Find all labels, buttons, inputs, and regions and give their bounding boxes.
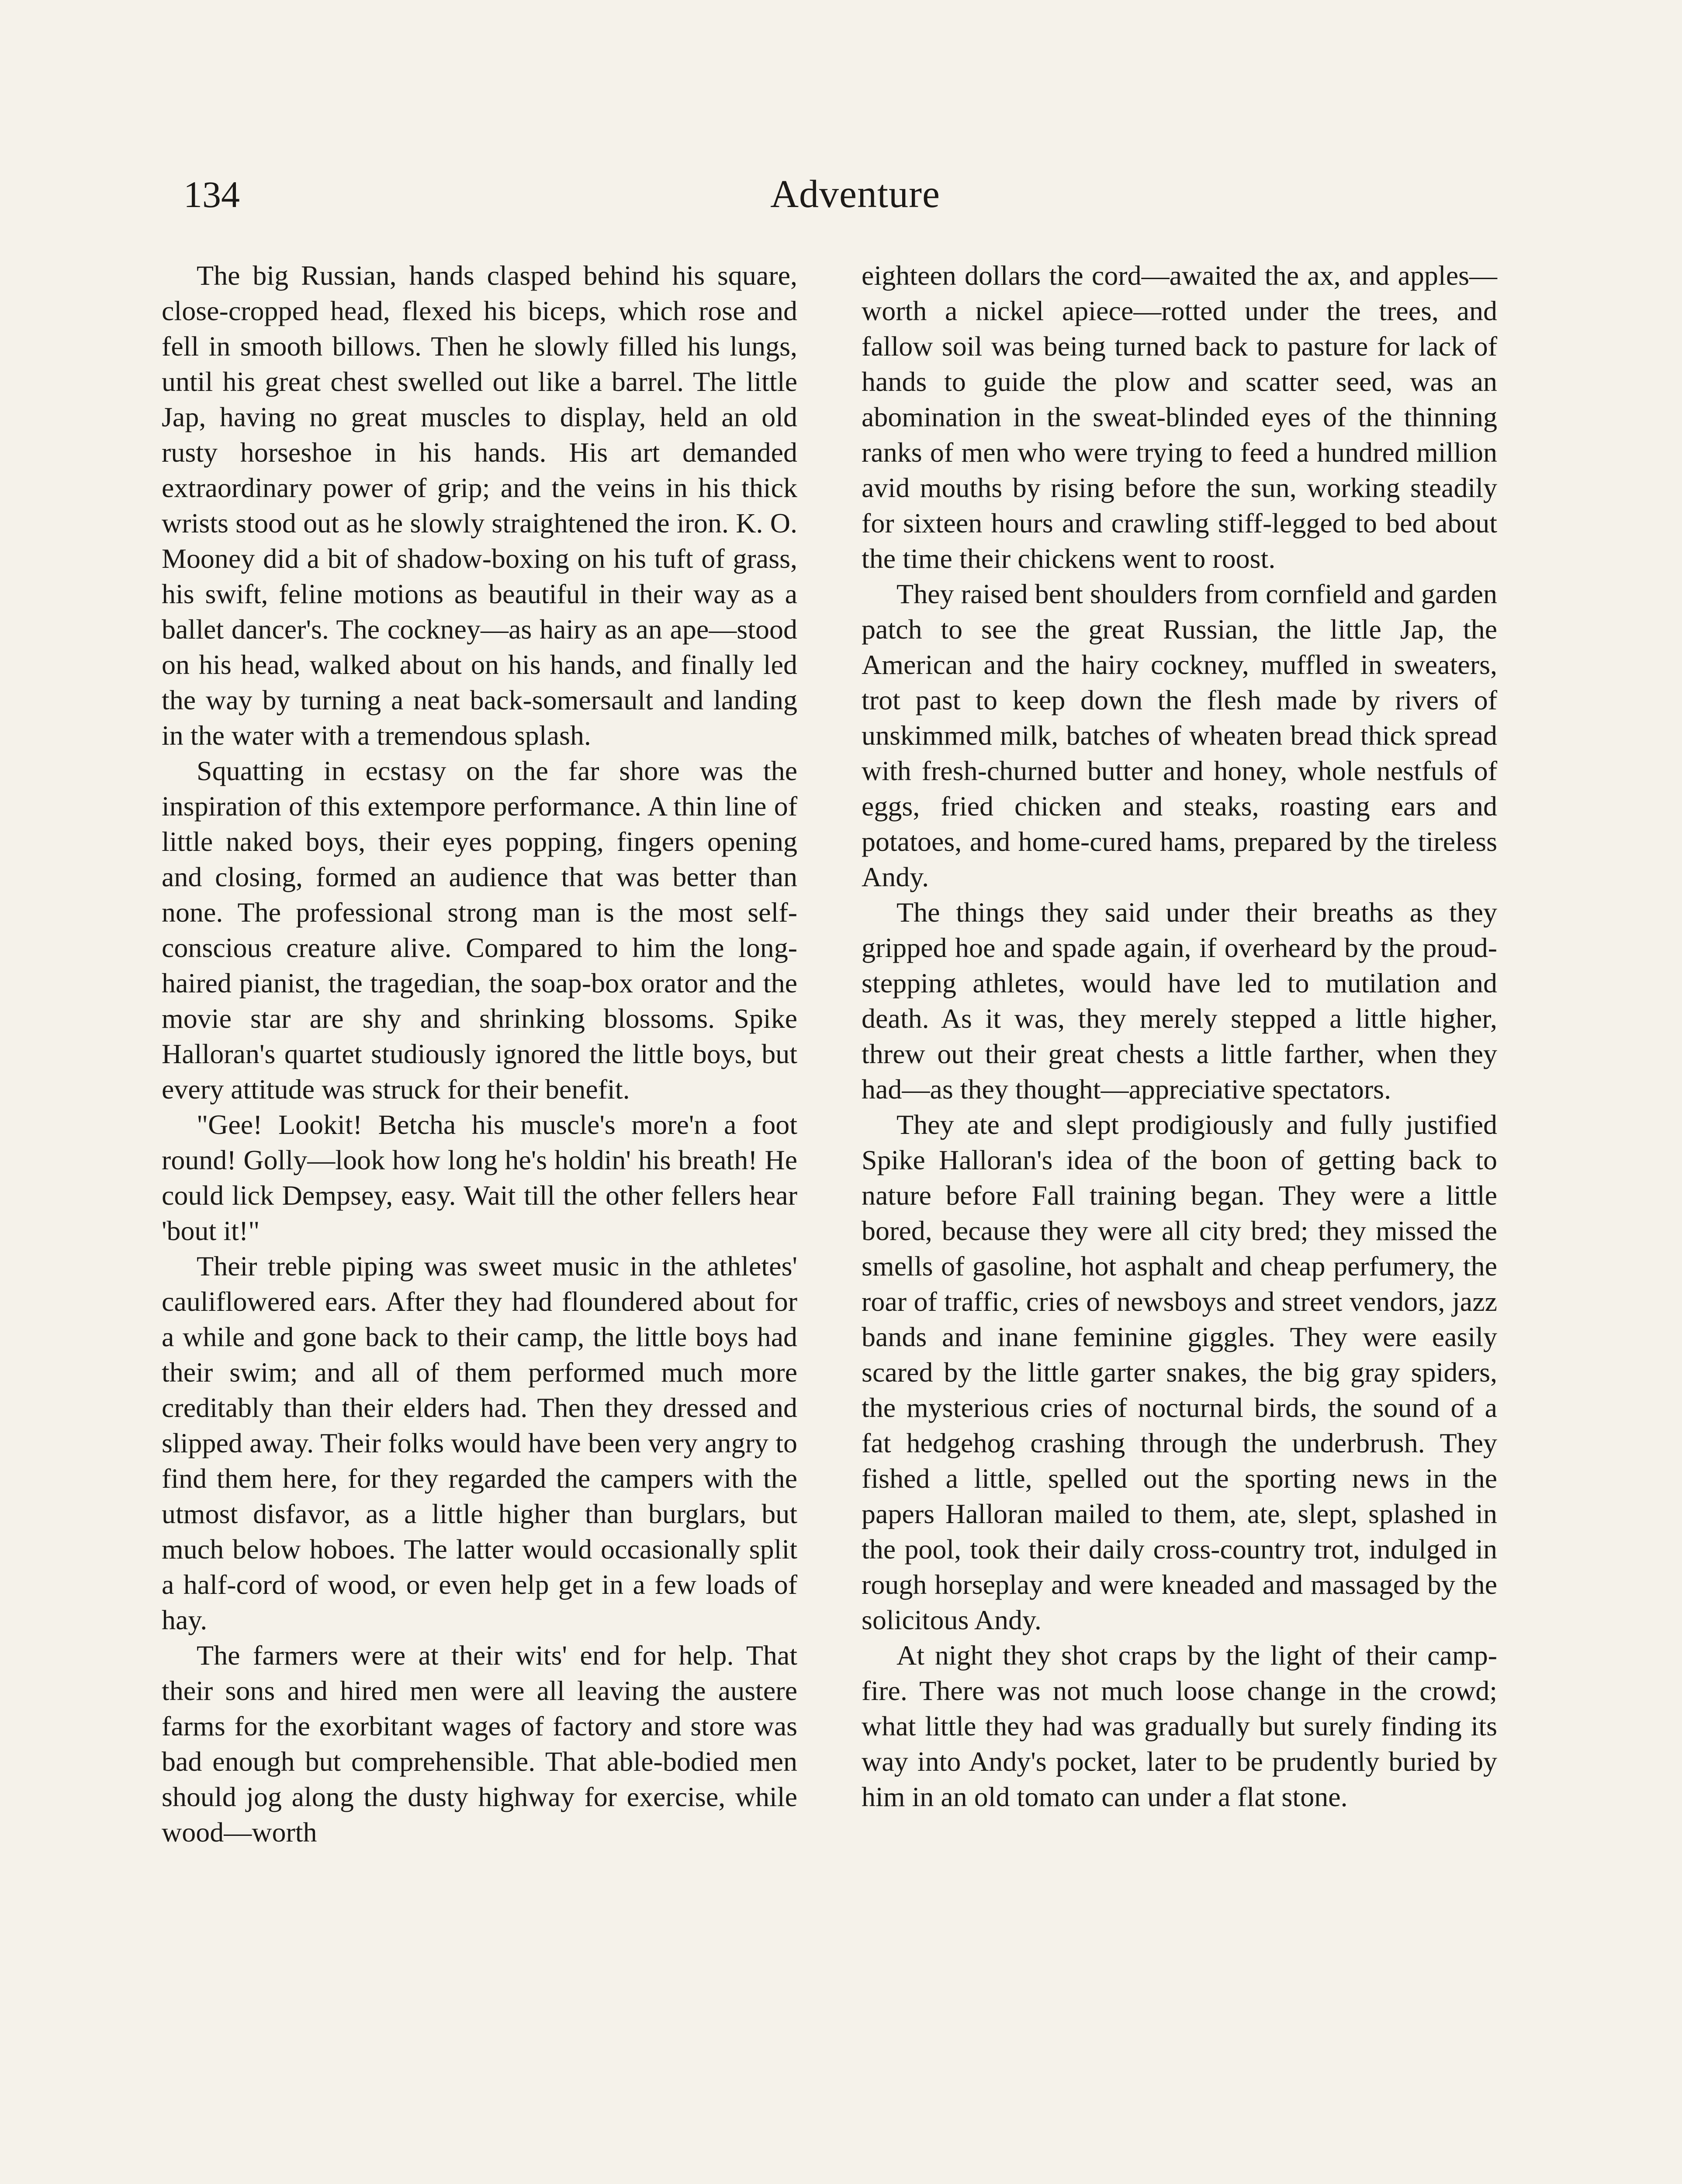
paragraph: They raised bent shoulders from cornfield and garden patch to see the great Russian, the little Jap, the American and the hairy cockney, muffled in sweaters, trot past to keep down the flesh made by rivers of unskimmed milk, batches of wheaten bread thick spread with fresh-churned butter and honey, whole nestfuls of eggs, fried chicken and steaks, roasting ears and potatoes, and home-cured hams, prepared by the tireless Andy. bbox=[862, 578, 1497, 892]
paragraph: The things they said under their breaths as they gripped hoe and spade again, if overheard by the proud-stepping athletes, would have led to mutilation and death. As it was, they merely stepped a little higher, threw out their great chests a little farther, when they had—as they thought—appreciative spectators. bbox=[862, 897, 1497, 1105]
paragraph-continued: eighteen dollars the cord—awaited the ax, and apples—worth a nickel apiece—rotted under the trees, and fallow soil was being turned back to pasture for lack of hands to guide the plow and scatter seed, was an abomination in the sweat-blinded eyes of the thinning ranks of men who were trying to feed a hundred million avid mouths by rising before the sun, working steadily for sixteen hours and crawling stiff-legged to bed about the time their chickens went to roost. bbox=[862, 260, 1497, 574]
running-head bbox=[183, 170, 1527, 227]
page-number: 134 bbox=[183, 173, 240, 215]
paragraph: At night they shot craps by the light of their camp-fire. There was not much loose change in the crowd; what little they had was gradually but surely finding its way into Andy's pocket, later to be prudently buried by him in an old tomato can under a flat stone. bbox=[862, 1640, 1497, 1812]
paragraph: The farmers were at their wits' end for help. That their sons and hired men were all leaving the austere farms for the exorbitant wages of factory and store was bad enough but comprehensible. That able-bodied men should jog along the dusty highway for exercise, while wood—worth bbox=[162, 1640, 797, 1848]
paragraph: "Gee! Lookit! Betcha his muscle's more'n a foot round! Golly—look how long he's holdin' his breath! He could lick Dempsey, easy. Wait till the other fellers hear 'bout it!" bbox=[162, 1109, 797, 1246]
paragraph: They ate and slept prodigiously and fully justified Spike Halloran's idea of the boon of getting back to nature before Fall training began. They were a little bored, because they were all city bred; they missed the smells of gasoline, hot asphalt and cheap perfumery, the roar of traffic, cries of newsboys and street vendors, jazz bands and inane feminine giggles. They were easily scared by the little garter snakes, the big gray spiders, the mysterious cries of nocturnal birds, the sound of a fat hedgehog crashing through the underbrush. They fished a little, spelled out the sporting news in the papers Halloran mailed to them, ate, slept, splashed in the pool, took their daily cross-country trot, indulged in rough horseplay and were kneaded and massaged by the solicitous Andy. bbox=[862, 1109, 1497, 1635]
paragraph: The big Russian, hands clasped behind his square, close-cropped head, flexed his biceps, which rose and fell in smooth billows. Then he slowly filled his lungs, until his great chest swelled out like a barrel. The little Jap, having no great muscles to display, held an old rusty horseshoe in his hands. His art demanded extraordinary power of grip; and the veins in his thick wrists stood out as he slowly straightened the iron. K. O. Mooney did a bit of shadow-boxing on his tuft of grass, his swift, feline motions as beautiful in their way as a ballet dancer's. The cockney—as hairy as an ape—stood on his head, walked about on his hands, and finally led the way by turning a neat back-somersault and landing in the water with a tremendous splash. bbox=[162, 260, 797, 751]
magazine-title: Adventure bbox=[770, 173, 940, 216]
paragraph: Their treble piping was sweet music in the athletes' cauliflowered ears. After they had floundered about for a while and gone back to their camp, the little boys had their swim; and all of them performed much more creditably than their elders had. Then they dressed and slipped away. Their folks would have been very angry to find them here, for they regarded the campers with the utmost disfavor, as a little higher than burglars, but much below hoboes. The latter would occasionally split a half-cord of wood, or even help get in a few loads of hay. bbox=[162, 1251, 797, 1635]
left-column bbox=[162, 258, 797, 1850]
right-column bbox=[862, 258, 1497, 1814]
paragraph: Squatting in ecstasy on the far shore was the inspiration of this extempore performance. A thin line of little naked boys, their eyes popping, fingers opening and closing, formed an audience that was better than none. The professional strong man is the most self-conscious creature alive. Compared to him the long-haired pianist, the tragedian, the soap-box orator and the movie star are shy and shrinking blossoms. Spike Halloran's quartet studiously ignored the little boys, but every attitude was struck for their benefit. bbox=[162, 755, 797, 1105]
